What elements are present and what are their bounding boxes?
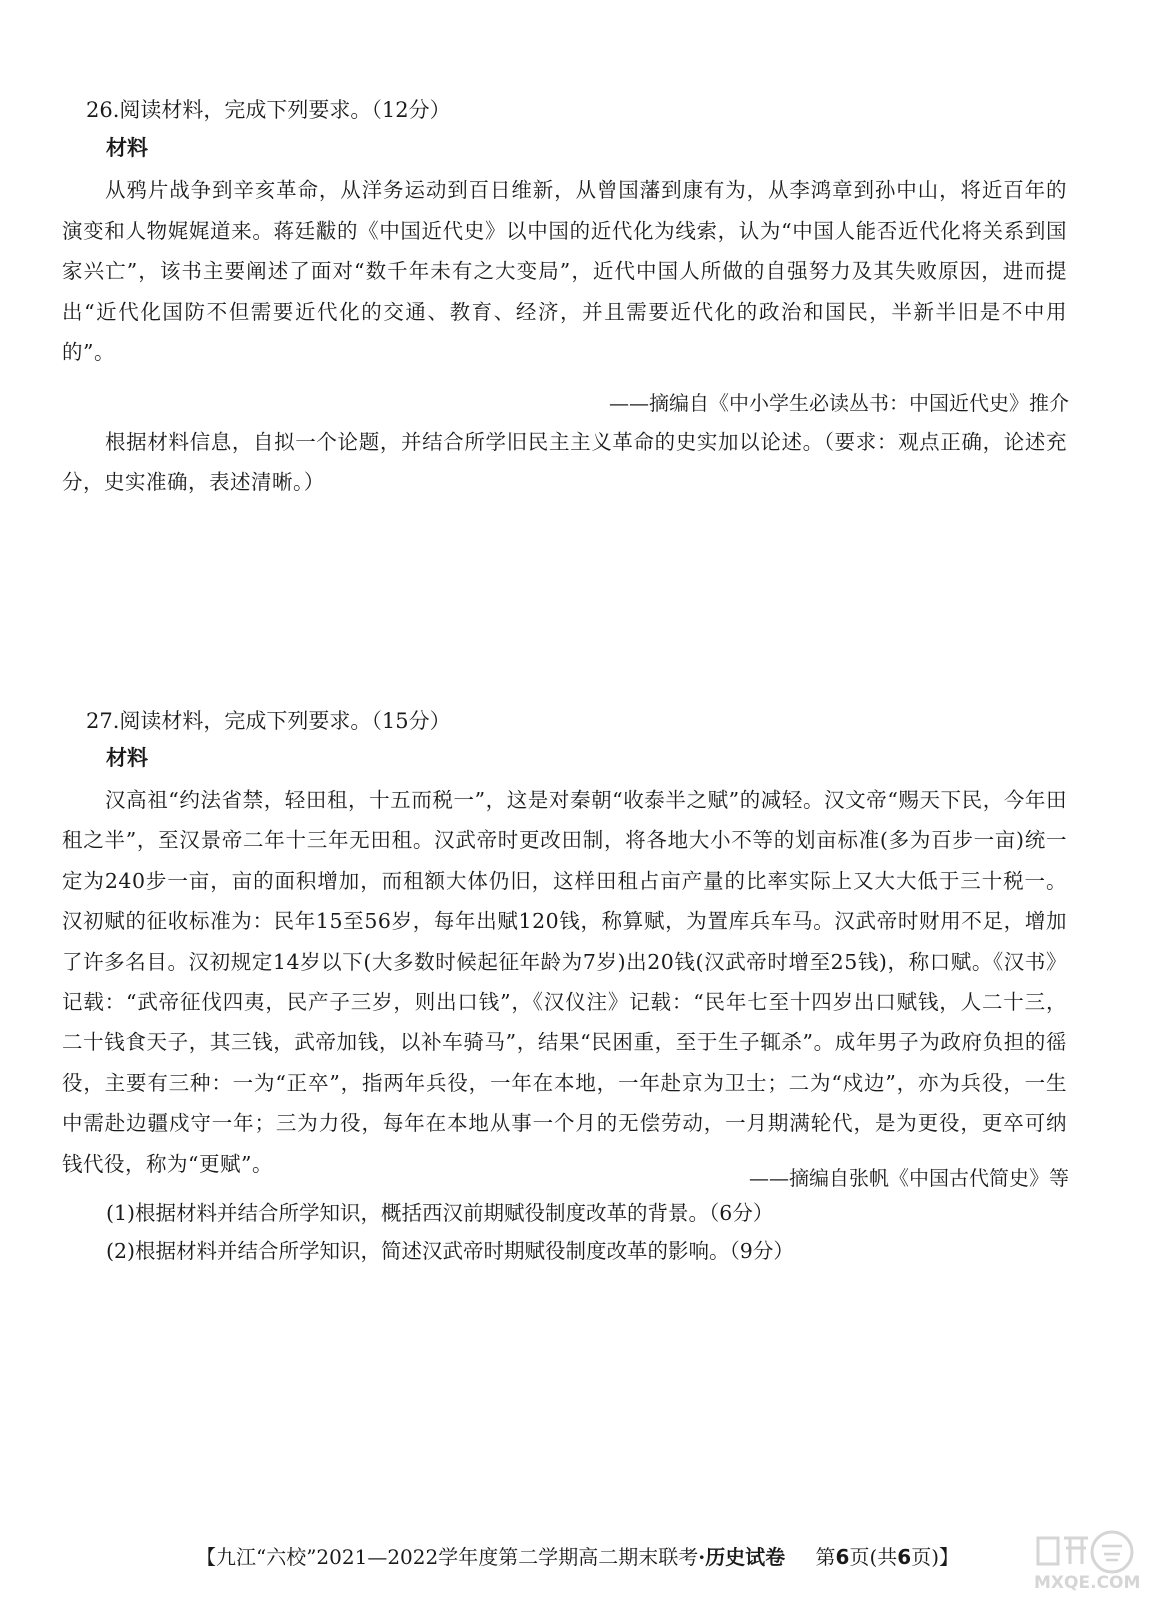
footer-dot: · [698, 1545, 706, 1569]
q27-material-text: 汉高祖“约法省禁，轻田租，十五而税一”，这是对秦朝“收泰半之赋”的减轻。汉文帝“赐天下民，今年田租之半”，至汉景帝二年十三年无田租。汉武帝时更改田制，将各地大小不等的划亩标准(多为百步一亩)统一定为240步一亩，亩的面积增加，而租额大体仍旧，这样田租占亩产量的比率实际上又大大低于三十税一。汉初赋的征收标准为：民年15至56岁，每年出赋120钱，称算赋，为置库兵车马。汉武帝时财用不足，增加了许多名目。汉初规定14岁以下(大多数时候起征年龄为7岁)出20钱(汉武帝时增至25钱)，称口赋。《汉书》记载：“武帝征伐四夷，民产子三岁，则出口钱”，《汉仪注》记载：“民年七至十四岁出口赋钱，人二十三，二十钱食天子，其三钱，武帝加钱，以补车骑马”，结果“民困重，至于生子辄杀”。成年男子为政府负担的徭役，主要有三种：一为“正卒”，指两年兵役，一年在本地，一年赴京为卫士；二为“戍边”，亦为兵役，一生中需赴边疆戍守一年；三为力役，每年在本地从事一个月的无偿劳动，一月期满轮代，是为更役，更卒可纳钱代役，称为“更赋”。 [62, 788, 1067, 1176]
stamp-logo-icon [1030, 1528, 1140, 1592]
q26-requirement: 根据材料信息，自拟一个论题，并结合所学旧民主主义革命的史实加以论述。（要求：观点正确，论述充分，史实准确，表述清晰。） [62, 430, 1067, 494]
q26-material-label: 材料 [106, 135, 148, 160]
watermark-text: MXQE.COM [1034, 1573, 1140, 1592]
footer-subject: 历史试卷 [705, 1545, 786, 1569]
q27-sub1: (1)根据材料并结合所学知识，概括西汉前期赋役制度改革的背景。（6分） [106, 1201, 774, 1225]
q27-title: 27.阅读材料，完成下列要求。（15分） [86, 709, 451, 733]
q26-source: ——摘编自《中小学生必读丛书：中国近代史》推介 [609, 391, 1069, 415]
q27-source: ——摘编自张帆《中国古代简史》等 [749, 1166, 1069, 1190]
q26-title: 26.阅读材料，完成下列要求。（12分） [86, 98, 451, 122]
footer-exam: 【九江“六校”2021—2022学年度第二学期高二期末联考 [195, 1545, 699, 1569]
q26-material-text: 从鸦片战争到辛亥革命，从洋务运动到百日维新，从曾国藩到康有为，从李鸿章到孙中山，将近百年的演变和人物娓娓道来。蒋廷黻的《中国近代史》以中国的近代化为线索，认为“中国人能否近代化将关系到国家兴亡”，该书主要阐述了面对“数千年未有之大变局”，近代中国人所做的自强努力及其失败原因，进而提出“近代化国防不但需要近代化的交通、教育、经济，并且需要近代化的政治和国民，半新半旧是不中用的”。 [62, 178, 1067, 364]
footer-page-number: 6 [835, 1545, 850, 1569]
q27-sub2: (2)根据材料并结合所学知识，简述汉武帝时期赋役制度改革的影响。（9分） [106, 1239, 794, 1263]
page-footer [0, 1542, 1155, 1572]
footer-page: 第6页(共6页)】 [815, 1545, 960, 1569]
footer-page-total: 6 [897, 1545, 912, 1569]
q27-material-label: 材料 [106, 745, 148, 770]
